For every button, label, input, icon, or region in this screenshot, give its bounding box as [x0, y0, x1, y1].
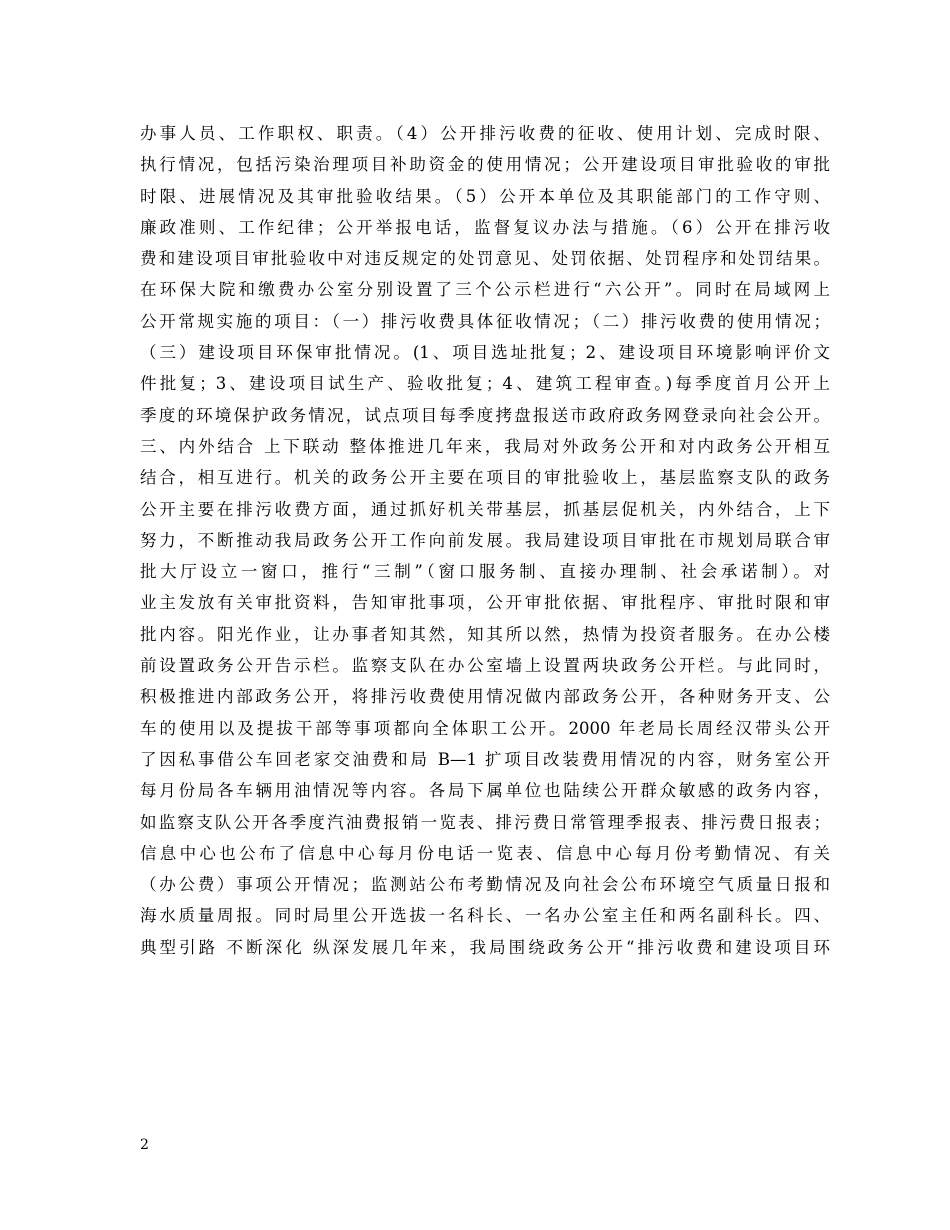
text-line: 公开常规实施的项目：（一）排污收费具体征收情况；（二）排污收费的使用情况； [140, 311, 830, 331]
text-line: 时限、进展情况及其审批验收结果。（5）公开本单位及其职能部门的工作守则、 [140, 186, 830, 206]
text-line: 办事人员、工作职权、职责。（4）公开排污收费的征收、使用计划、完成时限、 [140, 124, 830, 143]
text-line: 费和建设项目审批验收中对违反规定的处罚意见、处罚依据、处罚程序和处罚结果。 [140, 249, 830, 269]
text-line: 执行情况，包括污染治理项目补助资金的使用情况；公开建设项目审批验收的审批 [140, 155, 830, 175]
text-line: （办公费）事项公开情况；监测站公布考勤情况及向社会公布环境空气质量日报和 [140, 875, 830, 895]
text-line: 廉政准则、工作纪律；公开举报电话，监督复议办法与措施。（6）公开在排污收 [140, 217, 830, 237]
text-line: 海水质量周报。同时局里公开选拔一名科长、一名办公室主任和两名副科长。四、 [140, 906, 830, 926]
text-line: 公开主要在排污收费方面，通过抓好机关带基层，抓基层促机关，内外结合，上下 [140, 499, 830, 519]
text-line: 积极推进内部政务公开，将排污收费使用情况做内部政务公开，各种财务开支、公 [140, 687, 830, 707]
text-line: 三、内外结合 上下联动 整体推进几年来，我局对外政务公开和对内政务公开相互 [140, 436, 830, 456]
text-line: 业主发放有关审批资料，告知审批事项，公开审批依据、审批程序、审批时限和审 [140, 593, 830, 613]
text-line: （三）建设项目环保审批情况。(1、项目选址批复；2、建设项目环境影响评价文 [140, 343, 830, 363]
text-line: 批大厅设立一窗口，推行“三制”（窗口服务制、直接办理制、社会承诺制）。对 [140, 562, 830, 582]
text-line: 努力，不断推动我局政务公开工作向前发展。我局建设项目审批在市规划局联合审 [140, 530, 830, 550]
text-line: 结合，相互进行。机关的政务公开主要在项目的审批验收上，基层监察支队的政务 [140, 468, 830, 488]
text-line: 了因私事借公车回老家交油费和局 B—1 扩项目改装费用情况的内容，财务室公开 [140, 749, 830, 769]
text-line: 件批复；3、建设项目试生产、验收批复；4、建筑工程审查。)每季度首月公开上 [140, 374, 830, 394]
body-text [140, 118, 830, 963]
text-line: 在环保大院和缴费办公室分别设置了三个公示栏进行“六公开”。同时在局域网上 [140, 280, 830, 300]
text-line: 前设置政务公开告示栏。监察支队在办公室墙上设置两块政务公开栏。与此同时， [140, 656, 830, 676]
text-line: 季度的环境保护政务情况，试点项目每季度拷盘报送市政府政务网登录向社会公开。 [140, 405, 830, 425]
text-line: 车的使用以及提拔干部等事项都向全体职工公开。2000 年老局长周经汉带头公开 [140, 718, 830, 738]
page-number: 2 [140, 1137, 149, 1153]
text-line: 典型引路 不断深化 纵深发展几年来，我局围绕政务公开“排污收费和建设项目环 [140, 937, 830, 957]
text-line: 信息中心也公布了信息中心每月份电话一览表、信息中心每月份考勤情况、有关 [140, 843, 830, 863]
text-line: 如监察支队公开各季度汽油费报销一览表、排污费日常管理季报表、排污费日报表； [140, 812, 830, 832]
text-line: 批内容。阳光作业，让办事者知其然，知其所以然，热情为投资者服务。在办公楼 [140, 624, 830, 644]
text-line: 每月份局各车辆用油情况等内容。各局下属单位也陆续公开群众敏感的政务内容， [140, 781, 830, 801]
